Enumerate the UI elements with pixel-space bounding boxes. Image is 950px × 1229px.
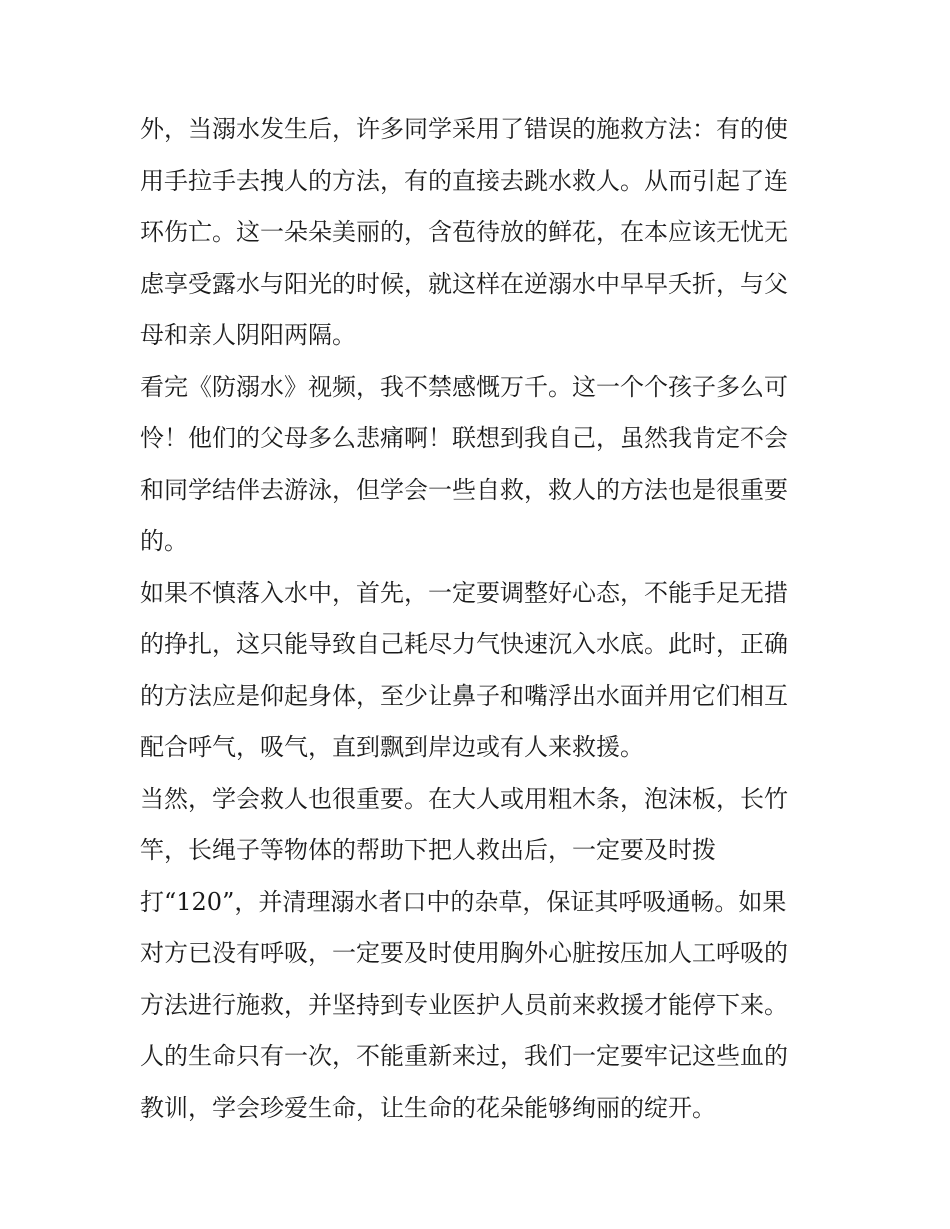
text-line: 竿，长绳子等物体的帮助下把人救出后，一定要及时拨 <box>140 836 716 864</box>
text-line: 虑享受露水与阳光的时候，就这样在逆溺水中早早夭折，与父 <box>140 269 788 298</box>
text-line: 环伤亡。这一朵朵美丽的，含苞待放的鲜花，在本应该无忧无 <box>140 218 788 246</box>
text-line: 当然，学会救人也很重要。在大人或用粗木条，泡沫板，长竹 <box>140 784 788 813</box>
text-line: 的挣扎，这只能导致自己耗尽力气快速沉入水底。此时，正确 <box>140 630 788 658</box>
text-line: 母和亲人阴阳两隔。 <box>140 321 356 349</box>
text-line: 和同学结伴去游泳，但学会一些自救，救人的方法也是很重要 <box>140 475 788 504</box>
text-line: 配合呼气，吸气，直到飘到岸边或有人来救援。 <box>140 733 644 761</box>
text-line: 如果不慎落入水中，首先，一定要调整好心态，不能手足无措 <box>140 578 788 607</box>
text-line: 用手拉手去拽人的方法，有的直接去跳水救人。从而引起了连 <box>140 166 788 195</box>
text-line: 对方已没有呼吸，一定要及时使用胸外心脏按压加人工呼吸的 <box>140 939 788 967</box>
text-line: 打“120”，并清理溺水者口中的杂草，保证其呼吸通畅。如果 <box>140 887 787 916</box>
text-line: 怜！他们的父母多么悲痛啊！联想到我自己，虽然我肯定不会 <box>140 424 788 452</box>
text-line: 外，当溺水发生后，许多同学采用了错误的施救方法：有的使 <box>140 115 788 143</box>
text-line: 的方法应是仰起身体，至少让鼻子和嘴浮出水面并用它们相互 <box>140 681 788 710</box>
text-line: 的。 <box>140 527 188 555</box>
text-line: 人的生命只有一次，不能重新来过，我们一定要牢记这些血的 <box>140 1042 788 1070</box>
document-body <box>140 104 820 1134</box>
text-line: 看完《防溺水》视频，我不禁感慨万千。这一个个孩子多么可 <box>140 372 788 401</box>
text-line: 教训，学会珍爱生命，让生命的花朵能够绚丽的绽开。 <box>140 1093 716 1122</box>
text-line: 方法进行施救，并坚持到专业医护人员前来救援才能停下来。 <box>140 990 788 1019</box>
